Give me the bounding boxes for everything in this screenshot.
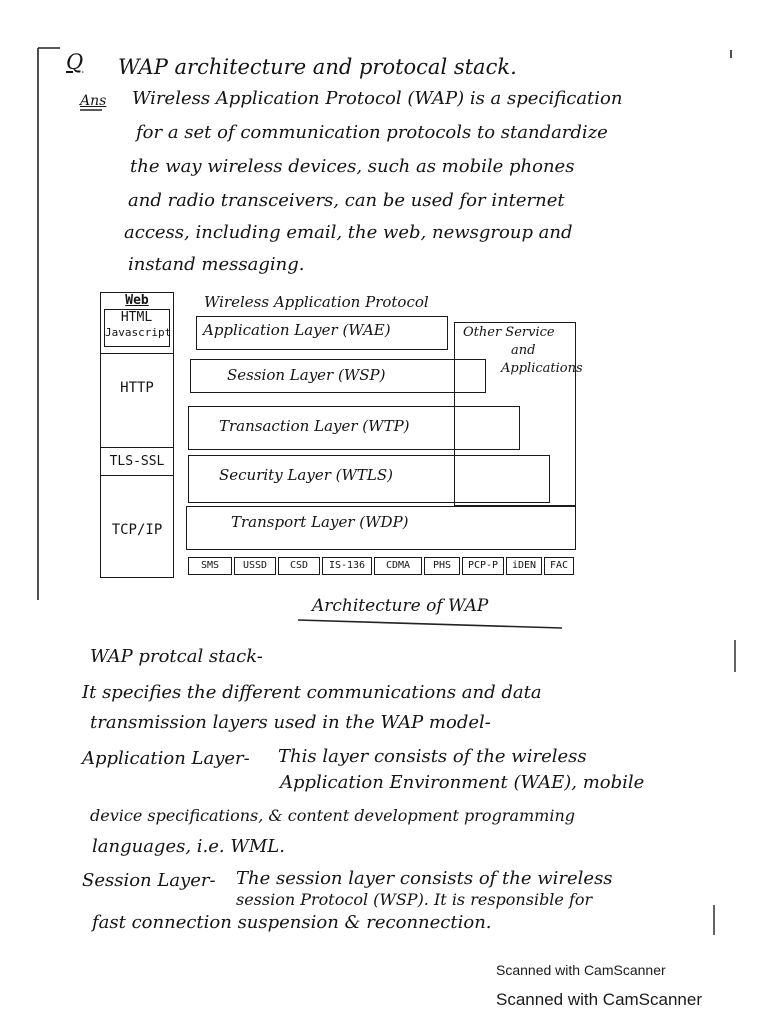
bearer-cell: PHS (424, 557, 460, 575)
bearer-cell: PCP-P (462, 557, 504, 575)
question-title: WAP architecture and protocal stack. (118, 55, 517, 79)
bearer-cell: IS-136 (322, 557, 372, 575)
stack-intro-line: transmission layers used in the WAP model- (90, 712, 491, 733)
other-services-line: Other Service (463, 325, 555, 340)
session-layer-line: The session layer consists of the wireless (236, 868, 613, 889)
application-layer-line: languages, i.e. WML. (92, 836, 285, 857)
camscanner-watermark: Scanned with CamScanner (496, 990, 703, 1009)
diagram-title: Architecture of WAP (312, 596, 489, 616)
bearer-cell: iDEN (506, 557, 542, 575)
layer-label: Security Layer (WTLS) (219, 466, 394, 484)
layer-label: Application Layer (WAE) (203, 321, 391, 339)
layer-label: Session Layer (WSP) (227, 366, 386, 384)
session-layer-line: fast connection suspension & reconnection. (92, 912, 492, 933)
answer-line: Wireless Application Protocol (WAP) is a specification (132, 88, 623, 109)
application-layer-line: Application Environment (WAE), mobile (280, 772, 645, 793)
layer-label: Transaction Layer (WTP) (219, 417, 410, 435)
answer-line: the way wireless devices, such as mobile phones (130, 156, 575, 177)
other-services-line: Applications (501, 361, 583, 376)
web-title: Web (125, 293, 149, 308)
layer-label: Transport Layer (WDP) (231, 513, 409, 531)
answer-line: for a set of communication protocols to standardize (136, 122, 608, 143)
tls-label: TLS-SSL (109, 454, 165, 469)
session-layer-line: session Protocol (WSP). It is responsible for (236, 890, 593, 909)
other-services-line: and (511, 343, 536, 358)
bearer-cell: USSD (234, 557, 276, 575)
application-layer-line: device specifications, & content development programming (90, 806, 575, 825)
bearer-cell: CDMA (374, 557, 422, 575)
diagram-caption-top: Wireless Application Protocol (204, 293, 429, 311)
bearer-cell: FAC (544, 557, 574, 575)
answer-line: access, including email, the web, newsgroup and (124, 222, 573, 243)
web-item-html: HTML (120, 310, 153, 325)
bearer-cell: CSD (278, 557, 320, 575)
session-layer-term: Session Layer- (82, 870, 216, 891)
camscanner-watermark: Scanned with CamScanner (496, 962, 666, 978)
http-label: HTTP (120, 380, 154, 396)
application-layer-line: This layer consists of the wireless (278, 746, 587, 767)
answer-line: and radio transceivers, can be used for internet (128, 190, 565, 211)
stack-intro-line: It specifies the different communications and data (82, 682, 542, 703)
stack-heading: WAP protcal stack- (90, 646, 263, 667)
question-marker: Q (66, 50, 84, 74)
application-layer-term: Application Layer- (82, 748, 250, 769)
tcp-label: TCP/IP (111, 522, 163, 538)
answer-marker: Ans (80, 93, 107, 109)
bearer-cell: SMS (188, 557, 232, 575)
web-item-javascript: Javascript (105, 326, 172, 339)
answer-line: instand messaging. (128, 254, 305, 275)
